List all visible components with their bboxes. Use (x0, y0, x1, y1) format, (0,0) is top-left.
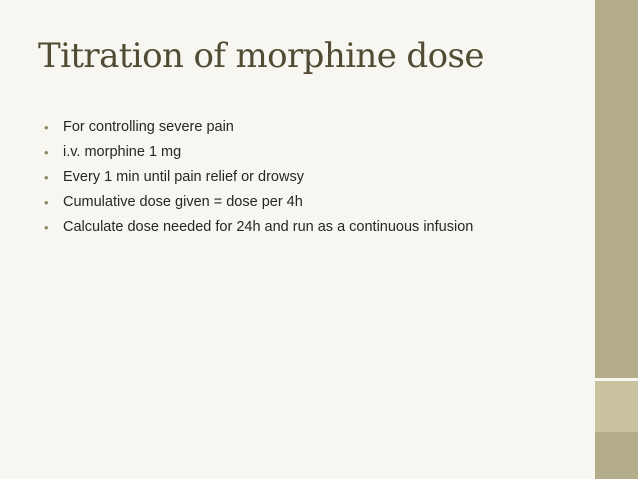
bullet-item (44, 143, 514, 162)
bullet-text: Calculate dose needed for 24h and run as a continuous infusion (63, 219, 474, 235)
slide-title: Titration of morphine dose (38, 36, 484, 76)
side-accent-block (595, 381, 638, 432)
bullet-list (44, 118, 514, 243)
bullet-marker-icon: • (44, 195, 49, 210)
bullet-text: For controlling severe pain (63, 119, 234, 135)
bullet-item (44, 118, 514, 137)
bullet-marker-icon: • (44, 220, 49, 235)
bullet-text: i.v. morphine 1 mg (63, 144, 182, 160)
bullet-marker-icon: • (44, 145, 49, 160)
bullet-text: Every 1 min until pain relief or drowsy (63, 169, 304, 185)
bullet-text: Cumulative dose given = dose per 4h (63, 194, 303, 210)
bullet-item (44, 193, 514, 212)
bullet-item (44, 218, 514, 237)
bullet-item (44, 168, 514, 187)
bullet-marker-icon: • (44, 120, 49, 135)
bullet-marker-icon: • (44, 170, 49, 185)
